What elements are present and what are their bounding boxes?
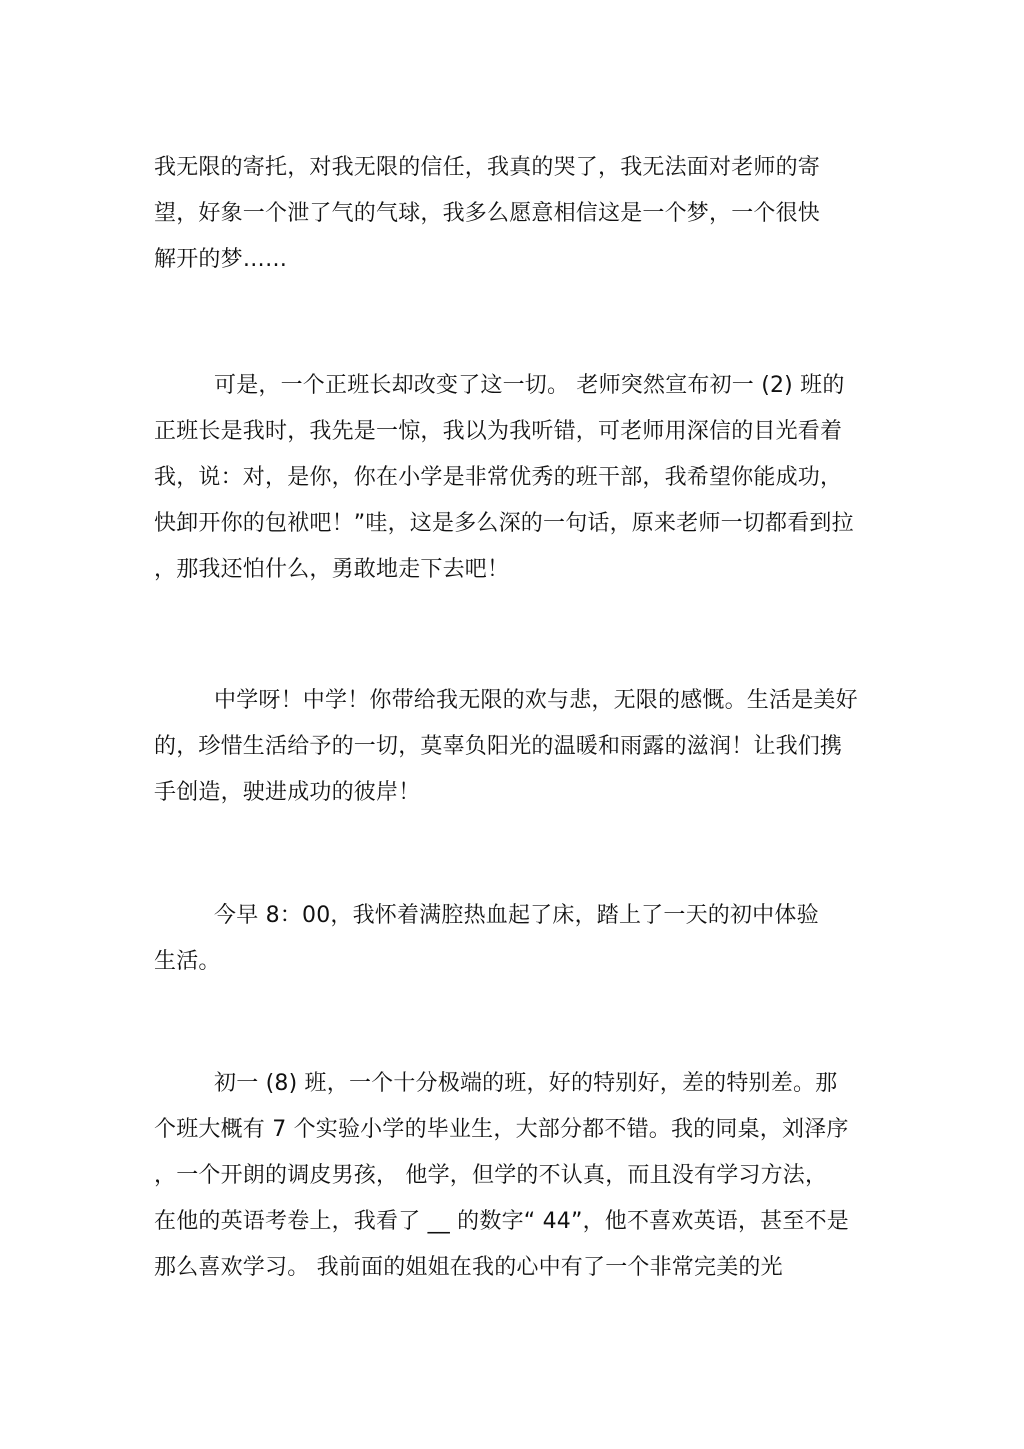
text-line: 中学呀！中学！你带给我无限的欢与悲，无限的感慨。生活是美好: [214, 688, 858, 713]
text-line: ，一个开朗的调皮男孩， 他学，但学的不认真，而且没有学习方法，: [154, 1163, 828, 1188]
text-line: 在他的英语考卷上，我看了 __ 的数字“ 44”，他不喜欢英语，甚至不是: [154, 1209, 849, 1234]
text-line: ，那我还怕什么，勇敢地走下去吧！: [154, 557, 510, 582]
paragraph-5: [154, 1061, 866, 1291]
text-line: 初一 (8) 班，一个十分极端的班，好的特别好，差的特别差。那: [214, 1071, 838, 1096]
text-line: 正班长是我时，我先是一惊，我以为我听错，可老师用深信的目光看着: [154, 419, 843, 444]
paragraph-3: [154, 678, 866, 816]
text-line: 今早 8：00，我怀着满腔热血起了床，踏上了一天的初中体验: [214, 903, 819, 928]
text-line: 的，珍惜生活给予的一切，莫辜负阳光的温暖和雨露的滋润！让我们携: [154, 734, 843, 759]
paragraph-1: [154, 145, 866, 283]
text-line: 可是，一个正班长却改变了这一切。 老师突然宣布初一 (2) 班的: [214, 373, 845, 398]
paragraph-2: [154, 363, 866, 593]
text-line: 解开的梦……: [154, 247, 288, 272]
text-line: 手创造，驶进成功的彼岸！: [154, 780, 421, 805]
text-line: 个班大概有 7 个实验小学的毕业生，大部分都不错。我的同桌，刘泽序: [154, 1117, 849, 1142]
text-line: 生活。: [154, 949, 221, 974]
text-line: 我无限的寄托，对我无限的信任，我真的哭了，我无法面对老师的寄: [154, 155, 821, 180]
text-line: 望，好象一个泄了气的气球，我多么愿意相信这是一个梦，一个很快: [154, 201, 821, 226]
text-line: 那么喜欢学习。 我前面的姐姐在我的心中有了一个非常完美的光: [154, 1255, 783, 1280]
paragraph-4: [154, 893, 866, 985]
text-line: 快卸开你的包袱吧！”哇，这是多么深的一句话，原来老师一切都看到拉: [154, 511, 854, 536]
text-line: 我，说：对，是你，你在小学是非常优秀的班干部，我希望你能成功，: [154, 465, 843, 490]
